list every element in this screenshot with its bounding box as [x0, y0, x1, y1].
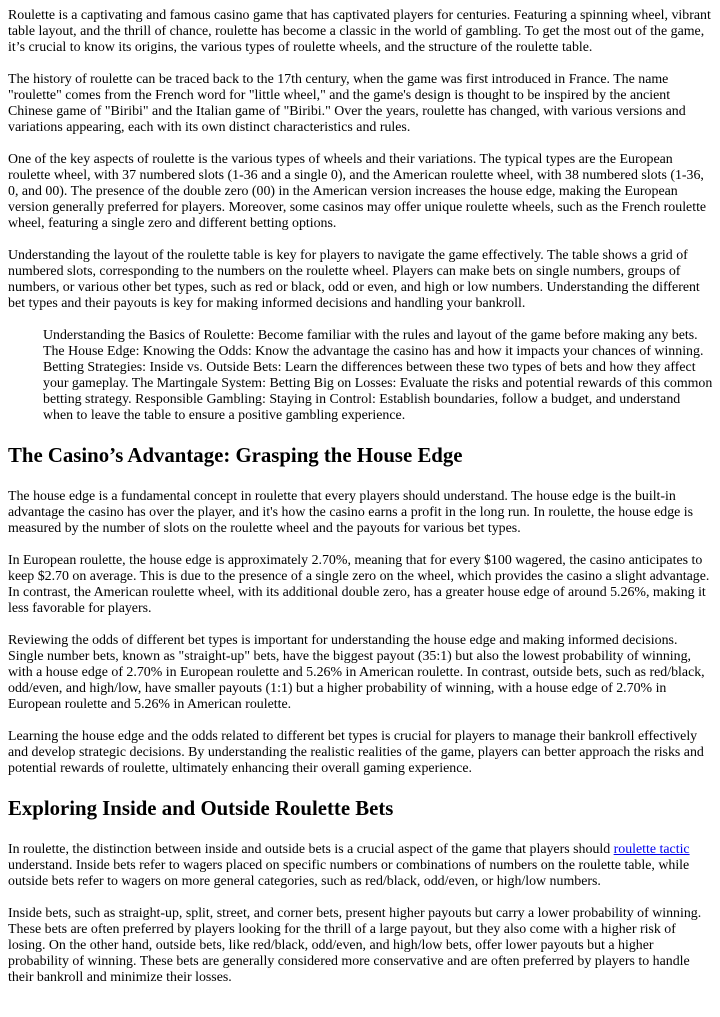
bets-paragraph-1-text-before: In roulette, the distinction between inside and outside bets is a crucial aspect of the game that players should: [8, 842, 614, 857]
intro-paragraph-2: The history of roulette can be traced back to the 17th century, when the game was first introduced in France. The name "roulette" comes from the French word for "little wheel," and the game's design is thought to be inspired by the ancient Chinese game of "Biribi" and the Italian game of "Biribi." Over the years, roulette has changed, with various versions and variations appearing, each with its own distinct characteristics and rules.: [8, 72, 686, 135]
house-edge-paragraph-4: Learning the house edge and the odds related to different bet types is crucial for players to manage their bankroll effectively and develop strategic decisions. By understanding the realistic realities of the game, players can better approach the risks and potential rewards of roulette, ultimately enhancing their overall gaming experience.: [8, 729, 704, 776]
summary-blockquote: Understanding the Basics of Roulette: Become familiar with the rules and layout of the game before making any bets. The House Edge: Knowing the Odds: Know the advantage the casino has and how it impacts your chances of winning. Betting Strategies: Inside vs. Outside Bets: Learn the differences between these two types of bets and how they affect your gameplay. The Martingale System: Betting Big on Losses: Evaluate the risks and potential rewards of this common betting strategy. Responsible Gambling: Staying in Control: Establish boundaries, follow a budget, and understand when to leave the table to ensure a positive gambling experience.: [43, 328, 713, 423]
house-edge-paragraph-2: In European roulette, the house edge is approximately 2.70%, meaning that for every $100 wagered, the casino anticipates to keep $2.70 on average. This is due to the presence of a single zero on the wheel, which provides the casino a slight advantage. In contrast, the American roulette wheel, with its additional double zero, has a greater house edge of around 5.26%, making it less favorable for players.: [8, 553, 710, 616]
bets-paragraph-1: [8, 842, 713, 890]
house-edge-paragraph-1: The house edge is a fundamental concept in roulette that every players should understand. The house edge is the built-in advantage the casino has over the player, and it's how the casino earns a profit in the long run. In roulette, the house edge is measured by the number of slots on the roulette wheel and the payouts for various bet types.: [8, 489, 694, 536]
house-edge-paragraph-3: Reviewing the odds of different bet types is important for understanding the house edge and making informed decisions. Single number bets, known as "straight-up" bets, have the biggest payout (35:1) but also the lowest probability of winning, with a house edge of 2.70% in European roulette and 5.26% in American roulette. In contrast, outside bets, such as red/black, odd/even, and high/low, have smaller payouts (1:1) but a higher probability of winning, with a house edge of 2.70% in European roulette and 5.26% in American roulette.: [8, 633, 705, 712]
bets-paragraph-1-text-after: understand. Inside bets refer to wagers placed on specific numbers or combinations of numbers on the roulette table, while outside bets refer to wagers on more general categories, such as red/black, odd/even, or high/low numbers.: [8, 858, 690, 889]
intro-paragraph-1: Roulette is a captivating and famous casino game that has captivated players for centuries. Featuring a spinning wheel, vibrant table layout, and the thrill of chance, roulette has become a classic in the world of gambling. To get the most out of the game, it’s crucial to know its origins, the various types of roulette wheels, and the structure of the roulette table.: [8, 8, 711, 55]
roulette-tactic-link[interactable]: roulette tactic: [613, 842, 690, 857]
section-heading-house-edge: The Casino’s Advantage: Grasping the House Edge: [8, 444, 463, 467]
intro-paragraph-3: One of the key aspects of roulette is the various types of wheels and their variations. The typical types are the European roulette wheel, with 37 numbered slots (1-36 and a single 0), and the American roulette wheel, with 38 numbered slots (1-36, 0, and 00). The presence of the double zero (00) in the American version increases the house edge, making the European version generally preferred for players. Moreover, some casinos may offer unique roulette wheels, such as the French roulette wheel, featuring a single zero and different betting options.: [8, 152, 707, 231]
section-heading-inside-outside-bets: Exploring Inside and Outside Roulette Bets: [8, 797, 394, 820]
bets-paragraph-2: Inside bets, such as straight-up, split, street, and corner bets, present higher payouts but carry a lower probability of winning. These bets are often preferred by players looking for the thrill of a large payout, but they also come with a higher risk of losing. On the other hand, outside bets, like red/black, odd/even, and high/low bets, offer lower payouts but a higher probability of winning. These bets are generally considered more conservative and are often preferred by players to handle their bankroll and minimize their losses.: [8, 906, 702, 985]
intro-paragraph-4: Understanding the layout of the roulette table is key for players to navigate the game effectively. The table shows a grid of numbered slots, corresponding to the numbers on the roulette wheel. Players can make bets on single numbers, groups of numbers, or various other bet types, such as red or black, odd or even, and high or low numbers. Understanding the different bet types and their payouts is key for making informed decisions and handling your bankroll.: [8, 248, 700, 311]
